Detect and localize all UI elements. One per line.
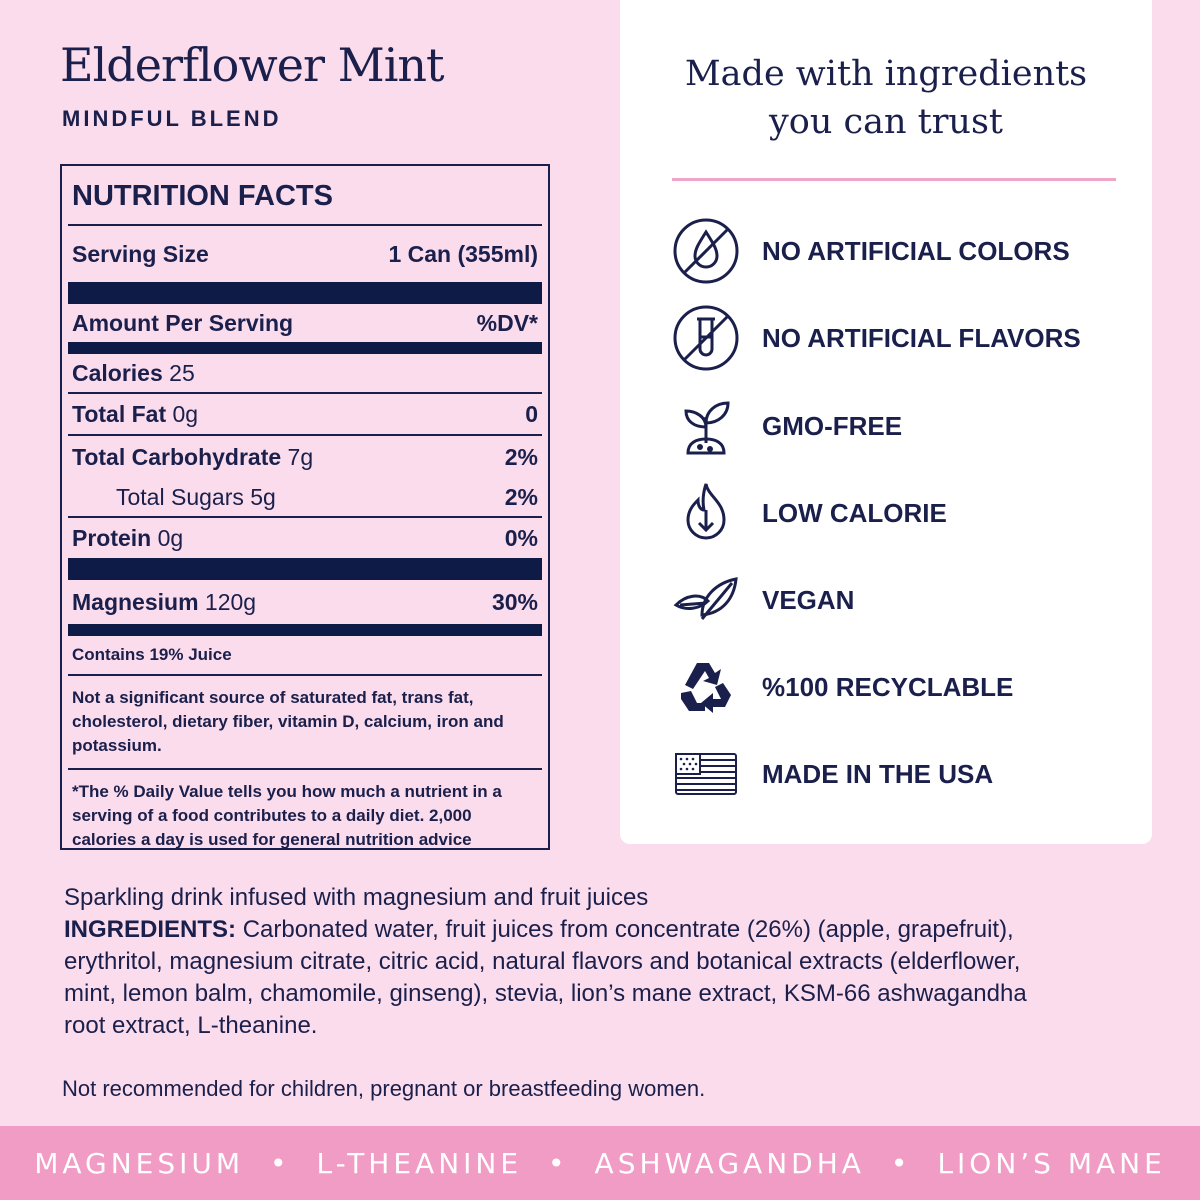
nutrient-name: Magnesium	[72, 588, 199, 615]
dv-label: %DV*	[476, 309, 538, 336]
feature-label: MADE IN THE USA	[762, 758, 994, 789]
divider-mid	[68, 342, 542, 354]
nutrient-amount: 120g	[204, 588, 257, 615]
divider-mid	[68, 624, 542, 636]
nutrient-dv: 0	[525, 400, 538, 427]
band-separator: •	[890, 1146, 912, 1180]
trust-heading-line: Made with ingredients	[684, 54, 1088, 94]
calories-value: 25	[169, 359, 195, 386]
nutrition-facts-panel	[60, 164, 550, 850]
nutrient-dv: 30%	[491, 588, 538, 615]
feature-gmo-free	[670, 391, 1120, 461]
divider-thick	[68, 558, 542, 580]
nutrient-row	[68, 518, 542, 558]
key-ingredients-band	[0, 1126, 1200, 1200]
not-significant-note: Not a significant source of saturated fat, trans fat, cholesterol, dietary fiber, vitamin D, calcium, iron and potassium.	[68, 676, 542, 770]
feature-no-colors	[670, 216, 1120, 286]
band-item: ASHWAGANDHA	[594, 1146, 865, 1180]
nutrition-title: NUTRITION FACTS	[68, 166, 542, 226]
no-test-tube-icon	[670, 303, 742, 373]
product-title: Elderflower Mint	[60, 38, 444, 92]
nutrient-row	[68, 478, 542, 518]
ingredients-block	[64, 914, 1064, 1042]
nutrient-amount: 7g	[287, 443, 314, 470]
daily-value-note: *The % Daily Value tells you how much a nutrient in a serving of a food contributes to a daily diet. 2,000 calories a day is used for general nutrition advice	[72, 782, 502, 849]
nutrient-amount: 5g	[250, 483, 276, 510]
product-description: Sparkling drink infused with magnesium and fruit juices	[64, 884, 649, 911]
trust-heading-line: you can trust	[768, 102, 1003, 142]
serving-value: 1 Can (355ml)	[388, 240, 538, 267]
calories-row	[68, 354, 542, 394]
feature-recyclable	[670, 652, 1120, 722]
amount-label: Amount Per Serving	[72, 309, 294, 336]
feature-vegan	[670, 565, 1120, 635]
nutrient-dv: 2%	[504, 443, 538, 470]
ingredients-label: INGREDIENTS:	[64, 916, 237, 943]
nutrient-amount: 0g	[157, 524, 184, 551]
band-item: LION’S MANE	[937, 1146, 1166, 1180]
nutrient-name: Total Carbohydrate	[72, 443, 282, 470]
feature-label: NO ARTIFICIAL COLORS	[762, 235, 1070, 266]
feature-label: %100 RECYCLABLE	[762, 671, 1014, 702]
feature-label: NO ARTIFICIAL FLAVORS	[762, 322, 1081, 353]
band-item: MAGNESIUM	[34, 1146, 245, 1180]
ingredients-text: Carbonated water, fruit juices from concentrate (26%) (apple, grapefruit), erythritol, magnesium citrate, citric acid, natural flavors and botanical extracts (elderflower, mint, lemon balm, chamomile, ginseng), stevia, lion’s mane extract, KSM-66 ashwagandha root extract, L-theanine.	[64, 916, 1027, 1039]
juice-note: Contains 19% Juice	[68, 636, 542, 676]
feature-made-in-usa	[670, 739, 1120, 809]
nutrient-name: Protein	[72, 524, 152, 551]
band-separator: •	[270, 1146, 291, 1180]
feature-label: LOW CALORIE	[762, 497, 947, 528]
band-separator: •	[548, 1146, 569, 1180]
leaf-icon	[670, 565, 742, 635]
recycle-icon	[670, 652, 742, 722]
nutrient-amount: 0g	[172, 400, 199, 427]
calories-label: Calories	[72, 359, 163, 386]
us-flag-icon	[670, 739, 742, 809]
trust-divider	[672, 178, 1116, 181]
nutrient-dv: 2%	[504, 483, 538, 510]
magnesium-row	[68, 580, 542, 624]
nutrient-name: Total Sugars	[116, 483, 244, 510]
flame-down-icon	[670, 478, 742, 548]
nutrient-name: Total Fat	[72, 400, 167, 427]
serving-size-row	[68, 226, 542, 282]
trust-heading	[620, 50, 1152, 146]
feature-label: VEGAN	[762, 584, 855, 615]
divider-thick	[68, 282, 542, 304]
no-color-drop-icon	[670, 216, 742, 286]
band-item: L-THEANINE	[316, 1146, 523, 1180]
trust-card	[620, 0, 1152, 844]
nutrient-row	[68, 436, 542, 478]
warning-text: Not recommended for children, pregnant or breastfeeding women.	[62, 1076, 706, 1101]
feature-low-calorie	[670, 478, 1120, 548]
feature-no-flavors	[670, 303, 1120, 373]
product-subtitle: MINDFUL BLEND	[62, 106, 282, 131]
nutrient-row	[68, 394, 542, 436]
serving-label: Serving Size	[72, 240, 209, 267]
feature-label: GMO-FREE	[762, 410, 903, 441]
nutrient-dv: 0%	[504, 524, 538, 551]
sprout-icon	[670, 391, 742, 461]
amount-row	[68, 304, 542, 342]
